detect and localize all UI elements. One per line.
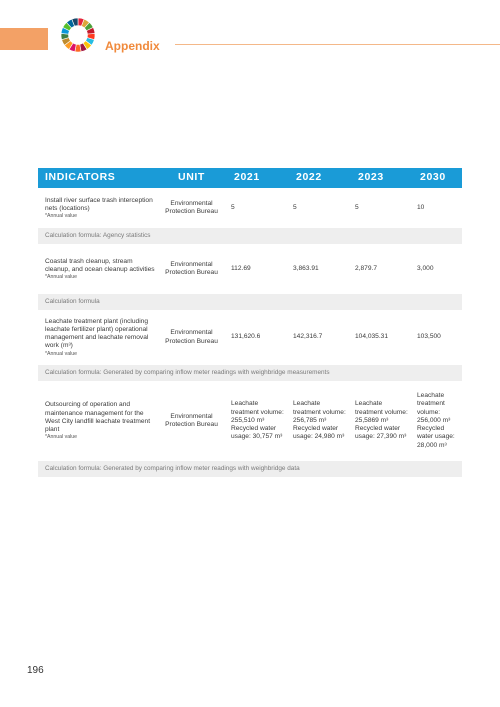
value-2022: Leachate treatment volume: 256,785 m³ Recycled water usage: 24,980 m³	[293, 400, 346, 441]
header-divider	[175, 44, 500, 45]
indicator-note: *Annual value	[45, 350, 78, 357]
value-2022: 3,863.91	[293, 264, 319, 272]
table-header-row	[38, 168, 462, 188]
calculation-formula: Calculation formula: Generated by comparing inflow meter readings with weighbridge data	[38, 461, 462, 477]
unit-cell: Environmental Protection Bureau	[165, 199, 218, 215]
indicator-note: *Annual value	[45, 434, 78, 441]
indicator-cell	[38, 258, 158, 281]
table-row	[38, 244, 462, 294]
table-row	[38, 381, 462, 461]
header-year-2021: 2021	[234, 171, 260, 184]
indicator-name: Outsourcing of operation and maintenance management for the West City landfill leachate treatment plant	[45, 401, 151, 433]
indicators-table	[38, 168, 462, 477]
value-2021: Leachate treatment volume: 255,510 m³ Recycled water usage: 30,757 m³	[231, 400, 284, 441]
indicator-cell	[38, 318, 158, 357]
table-row	[38, 310, 462, 365]
header-year-2022: 2022	[296, 171, 322, 184]
unit-cell: Environmental Protection Bureau	[165, 412, 218, 428]
value-2022: 142,316.7	[293, 333, 323, 341]
header-year-2023: 2023	[358, 171, 384, 184]
value-2021: 112.69	[231, 264, 251, 272]
value-2030: Leachate treatment volume: 256,000 m³ Recycled water usage: 28,000 m³	[417, 392, 455, 449]
header-year-2030: 2030	[420, 171, 446, 184]
indicator-name: Leachate treatment plant (including leachate fertilizer plant) operational management and leachate removal work (m³)	[45, 317, 149, 350]
unit-cell: Environmental Protection Bureau	[165, 329, 218, 345]
unit-cell: Environmental Protection Bureau	[165, 260, 218, 276]
value-2023: 2,879.7	[355, 264, 377, 272]
value-2030: 103,500	[417, 333, 441, 341]
indicator-name: Coastal trash cleanup, stream cleanup, and ocean cleanup activities	[45, 257, 155, 273]
value-2021: 131,620.6	[231, 333, 261, 341]
page-number: 196	[27, 665, 44, 676]
page-title: Appendix	[105, 39, 160, 53]
header-indicators: INDICATORS	[45, 171, 116, 184]
value-2023: 104,035.31	[355, 333, 389, 341]
header-unit: UNIT	[178, 171, 205, 184]
value-2023: 5	[355, 203, 359, 211]
header-accent-tab	[0, 28, 48, 50]
indicator-note: *Annual value	[45, 273, 78, 280]
calculation-formula: Calculation formula: Agency statistics	[38, 228, 462, 244]
calculation-formula: Calculation formula	[38, 294, 462, 310]
indicator-note: *Annual value	[45, 212, 78, 219]
value-2022: 5	[293, 203, 297, 211]
indicator-cell	[38, 197, 158, 220]
value-2030: 3,000	[417, 264, 434, 272]
value-2030: 10	[417, 203, 425, 211]
table-row	[38, 188, 462, 228]
value-2021: 5	[231, 203, 235, 211]
indicator-cell	[38, 401, 158, 440]
indicator-name: Install river surface trash interception nets (locations)	[45, 196, 153, 212]
calculation-formula: Calculation formula: Generated by comparing inflow meter readings with weighbridge measurements	[38, 365, 462, 381]
sdg-color-wheel-icon	[60, 17, 96, 53]
value-2023: Leachate treatment volume: 25,5869 m³ Recycled water usage: 27,390 m³	[355, 400, 408, 441]
